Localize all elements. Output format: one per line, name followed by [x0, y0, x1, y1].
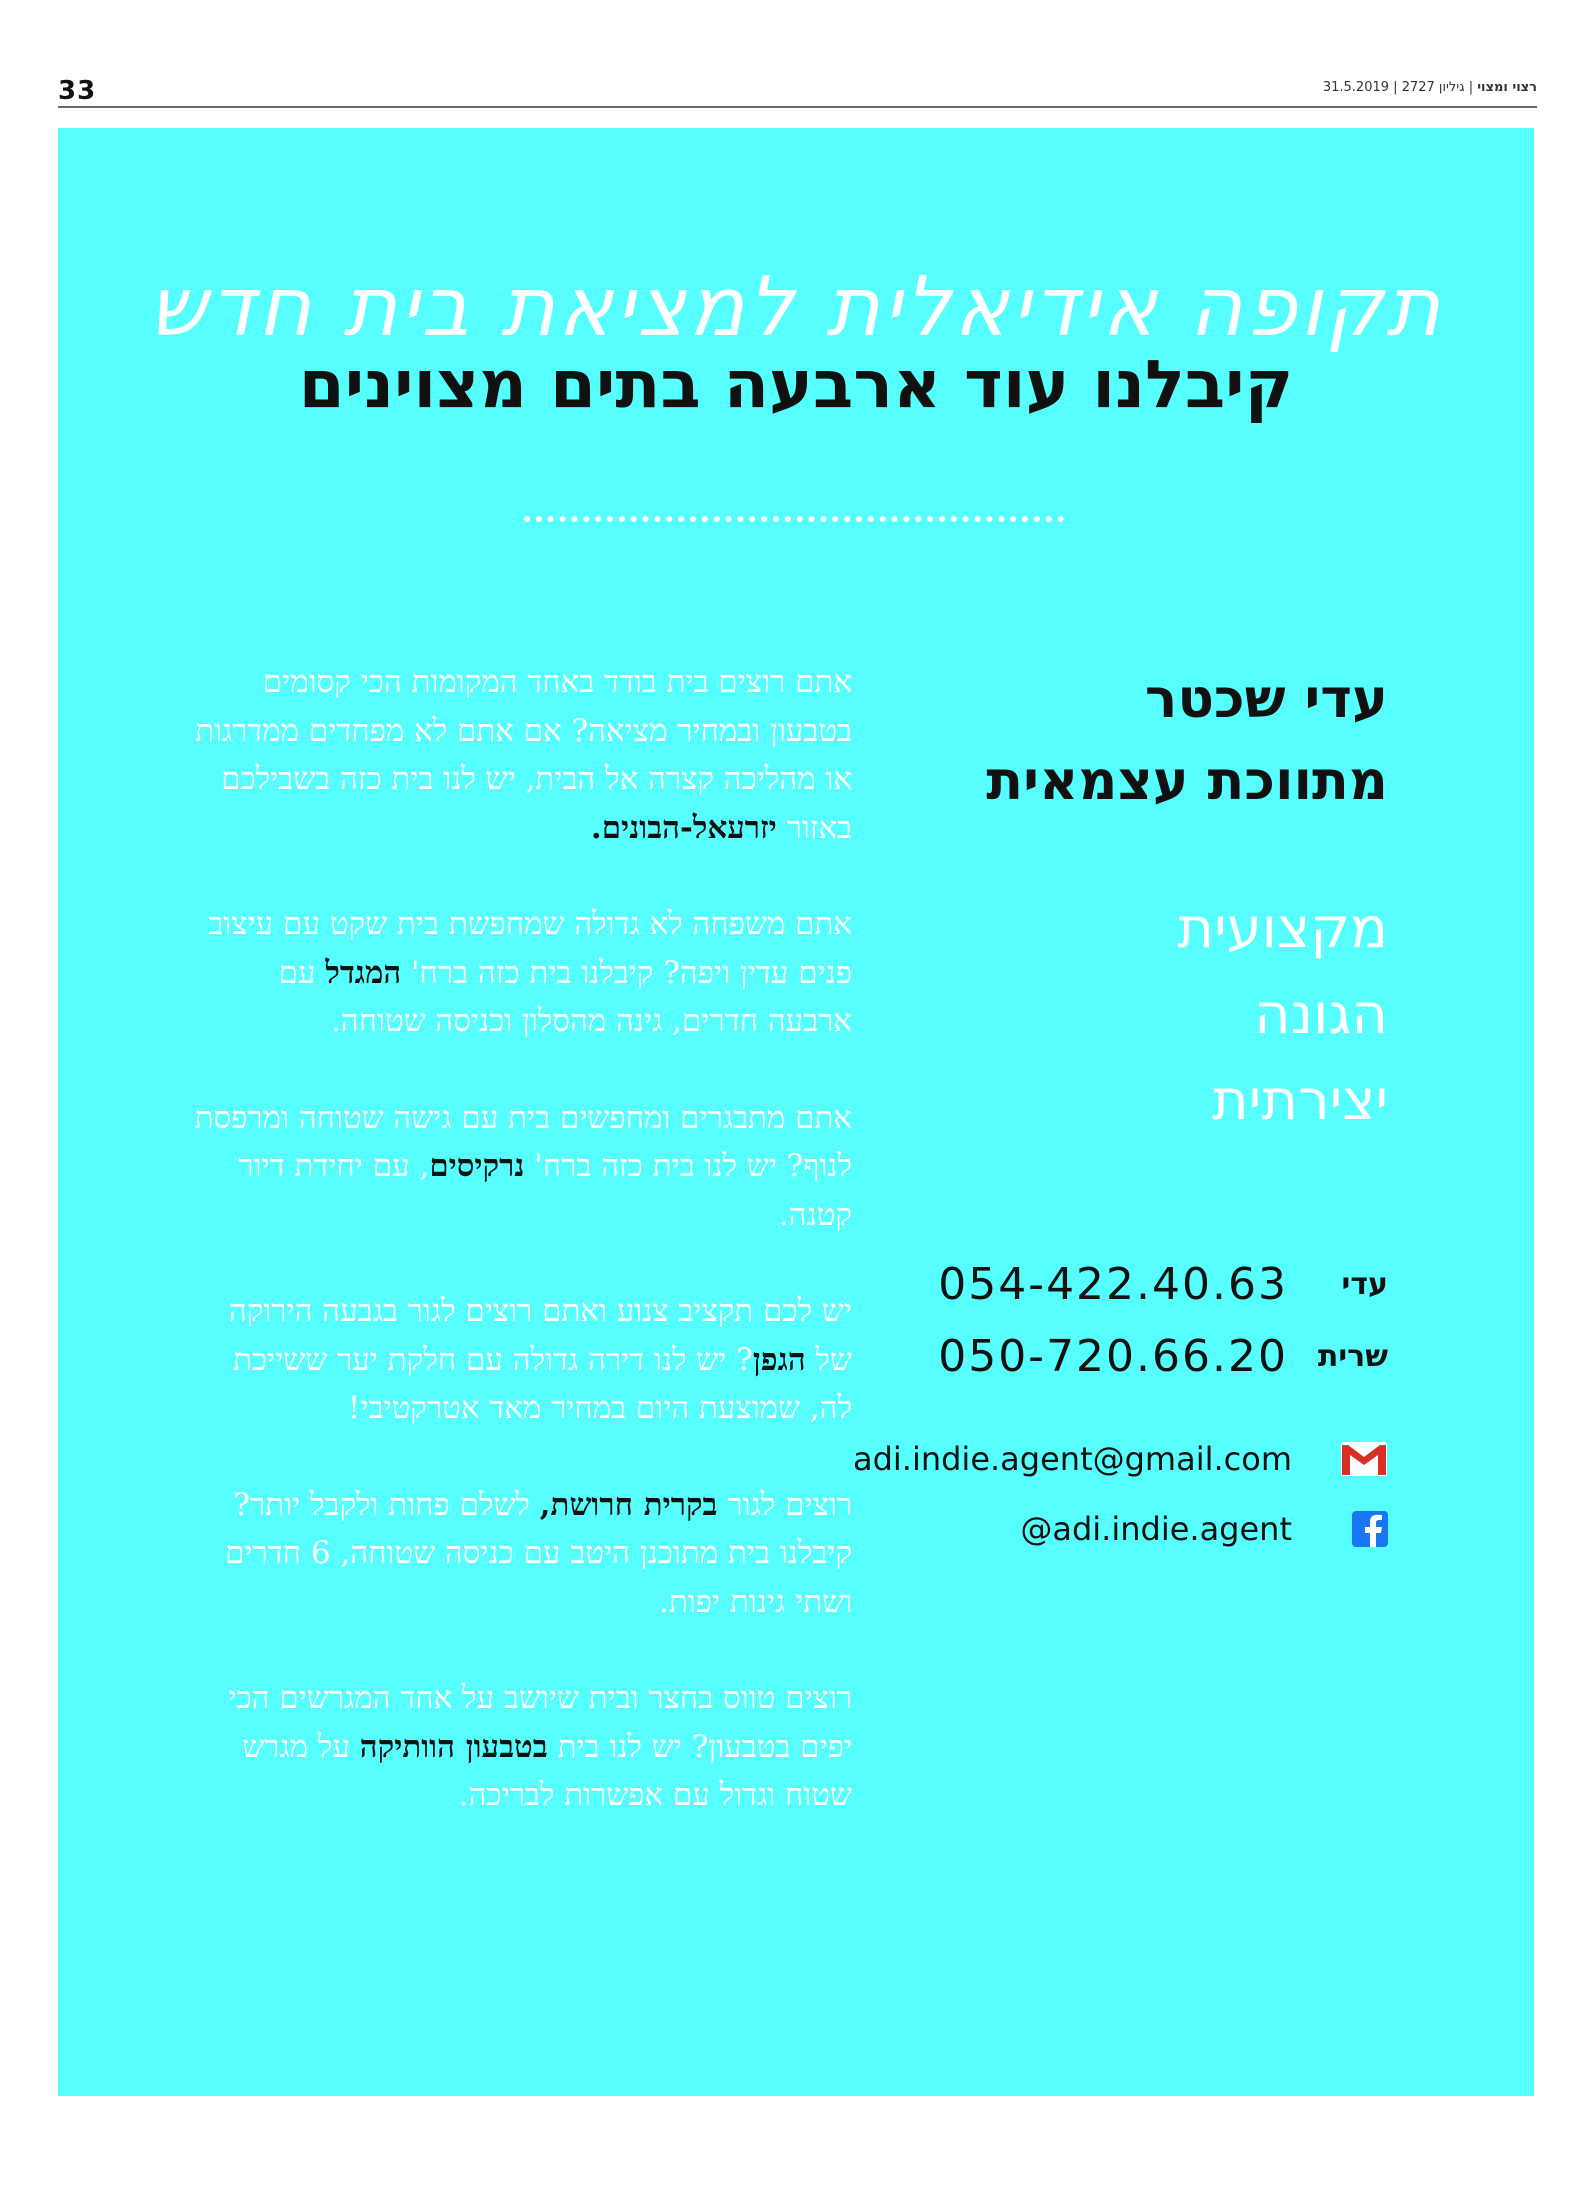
contact-name: שרית: [1317, 1338, 1388, 1374]
listing-text: רוצים טווס בחצר ובית שיושב על אחד המגרשים הכי יפים בטבעון? יש לנו בית: [228, 1680, 852, 1765]
listing-text: אתם רוצים בית בודד באחד המקומות הכי קסומים בטבעון ובמחיר מציאה? אם אתם לא מפחדים ממדרגות או מהליכה קצרה אל הבית, יש לנו בית כזה בשבילכם באזור: [195, 664, 852, 846]
ad-headline: תקופה אידיאלית למציאת בית חדש: [148, 260, 1444, 355]
listing-paragraph: [192, 900, 852, 1046]
listing-paragraph: [192, 1094, 852, 1240]
gmail-icon: [1340, 1441, 1388, 1477]
phone-number[interactable]: 050-720.66.20: [938, 1330, 1288, 1382]
agent-name: עדי שכטר: [1144, 667, 1388, 730]
listing-location: הגפן: [752, 1341, 806, 1378]
listing-paragraph: [192, 1287, 852, 1433]
dotted-divider: [524, 516, 1064, 522]
contact-name: עדי: [1341, 1266, 1388, 1302]
page-number: 33: [58, 76, 97, 106]
listing-text: רוצים לגור: [717, 1486, 852, 1523]
header-rule: [58, 106, 1537, 108]
phone-number[interactable]: 054-422.40.63: [938, 1258, 1288, 1310]
listing-text: יש לכם תקציב צנוע ואתם רוצים לגור בגבעה הירוקה של: [228, 1293, 852, 1378]
ad-subheadline: קיבלנו עוד ארבעה בתים מצוינים: [298, 346, 1294, 423]
listing-paragraph: [192, 1674, 852, 1820]
listing-text: , עם יחידת דיור קטנה.: [238, 1148, 852, 1233]
listing-text: לשלם פחות ולקבל יותר? קיבלנו בית מתוכנן היטב עם כניסה שטוחה, 6 חדרים ושתי גינות יפות.: [225, 1486, 852, 1620]
listing-text: אתם משפחה לא גדולה שמחפשת בית שקט עם עיצוב פנים עדין ויפה? קיבלנו בית כזה ברח': [208, 906, 852, 991]
facebook-icon: [1352, 1511, 1388, 1547]
advertisement-panel: [58, 128, 1534, 2096]
issue-date: 31.5.2019: [1322, 80, 1390, 95]
agent-title: מתווכת עצמאית: [986, 749, 1388, 812]
header-separator: |: [1464, 80, 1474, 95]
listing-text: על מגרש שטוח וגדול עם אפשרות לבריכה.: [242, 1728, 852, 1813]
trait: יצירתית: [1211, 1068, 1388, 1133]
email-link[interactable]: adi.indie.agent@gmail.com: [852, 1440, 1292, 1478]
running-header: [1323, 80, 1537, 95]
traits-list: [888, 886, 1388, 1144]
listings-text: [192, 658, 852, 1868]
facebook-link[interactable]: @adi.indie.agent: [1020, 1510, 1292, 1548]
issue-number: גיליון 2727: [1401, 80, 1465, 95]
publication-name: רצוי ומצוי: [1477, 80, 1537, 95]
header-separator: |: [1389, 80, 1398, 95]
listing-location: המגדל: [325, 954, 402, 991]
listing-location: בקרית חרושת,: [539, 1486, 718, 1523]
trait: הגונה: [1254, 982, 1388, 1047]
listing-text: אתם מתבגרים ומחפשים בית עם גישה שטוחה ומרפסת לנוף? יש לנו בית כזה ברח': [194, 1099, 852, 1184]
listing-paragraph: [192, 1481, 852, 1627]
listing-location: בטבעון הוותיקה: [359, 1728, 548, 1765]
trait: מקצועית: [1177, 896, 1388, 961]
agent-block: [788, 658, 1388, 822]
listing-location: יזרעאל-הבונים.: [590, 809, 777, 846]
listing-text: עם ארבעה חדרים, גינה מהסלון וכניסה שטוחה.: [278, 954, 852, 1039]
listing-text: ? יש לנו דירה גדולה עם חלקת יער ששייכת לה, שמוצעת היום במחיר מאד אטרקטיבי!: [232, 1341, 852, 1426]
listing-location: נרקיסים: [429, 1148, 525, 1184]
listing-paragraph: [192, 658, 852, 852]
